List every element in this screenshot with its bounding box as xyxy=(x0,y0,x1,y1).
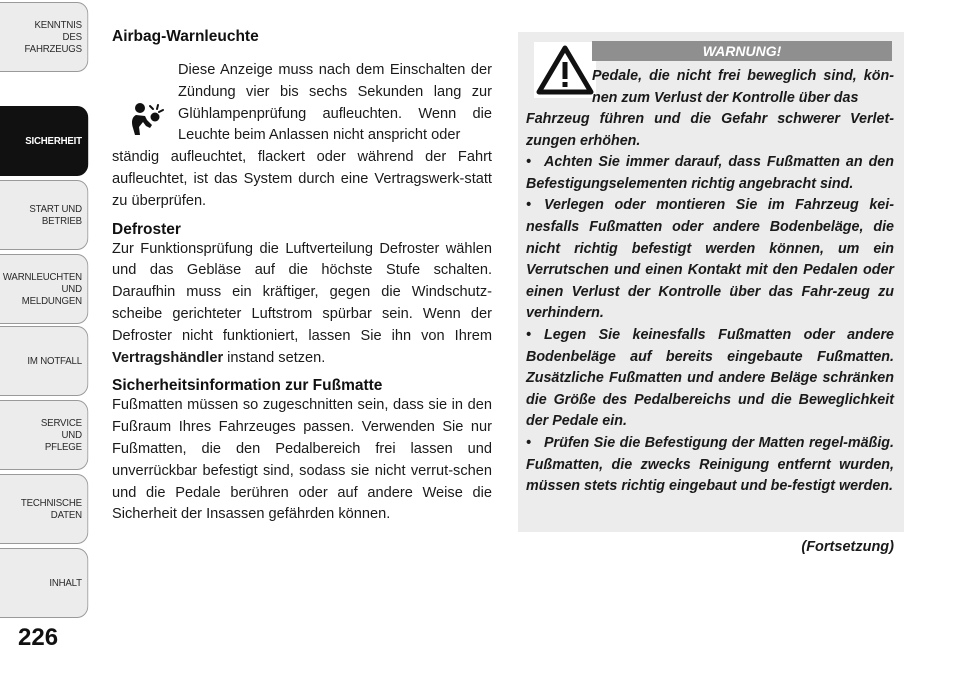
tab-label-line: MELDUNGEN xyxy=(21,295,82,307)
warning-bullet xyxy=(526,152,894,195)
warning-bullet-text: Prüfen Sie die Befestigung der Matten regel-mäßig. Fußmatten, die zwecks Reinigung entfernt wurden, müssen stets richtig eingebaut und be-festigt werden. xyxy=(526,434,894,495)
tab-label-line: START UND xyxy=(29,203,82,215)
warning-triangle-icon xyxy=(534,42,596,98)
tab-label-line: PFLEGE xyxy=(44,441,82,453)
tab-label-line: SERVICE xyxy=(40,417,82,429)
warning-box xyxy=(518,32,904,532)
warning-intro: Pedale, die nicht frei beweglich sind, kön-nen zum Verlust der Kontrolle über das xyxy=(592,68,894,106)
floor-mat-heading: Sicherheitsinformation zur Fußmatte xyxy=(112,377,383,395)
floor-mat-section xyxy=(112,377,492,526)
tab-label-line: WARNLEUCHTEN xyxy=(2,271,82,283)
defroster-body: Zur Funktionsprüfung die Luftverteilung Defroster wählen und das Gebläse auf die höchste Stufe schalten. Daraufhin muss ein kräftiger, gegen die Windschutz-scheibe gerichteter Luftstrom spürbar sein. Wenn der Defroster nicht funktioniert, lassen Sie ihn von Ihrem xyxy=(112,240,492,344)
page-number: 226 xyxy=(18,624,59,651)
bullet-mark: • xyxy=(526,326,532,343)
tab-label-line: TECHNISCHE xyxy=(20,497,82,509)
bullet-mark: • xyxy=(526,434,532,451)
tab-label-line: SICHERHEIT xyxy=(25,135,82,147)
tab-label-line: KENNTNIS xyxy=(34,19,82,31)
airbag-section xyxy=(112,60,492,213)
warning-body xyxy=(526,109,894,498)
warning-title: WARNUNG! xyxy=(592,41,892,61)
tab-im-notfall[interactable] xyxy=(0,326,88,396)
tab-kenntnis-des-fahrzeugs[interactable] xyxy=(0,2,88,72)
airbag-heading: Airbag-Warnleuchte xyxy=(112,28,259,45)
tab-label-line: DES xyxy=(62,31,82,43)
chapter-sidebar xyxy=(0,0,100,620)
warning-bullet-text: Legen Sie keinesfalls Fußmatten oder andere Bodenbeläge auf bereits eingebaute Fußmatten. Zusätzliche Fußmatten und andere Beläge schränken die Größe des Pedalbereichs und die Beweglichkeit der Pedale ein. xyxy=(526,326,894,430)
tab-label-line: DATEN xyxy=(50,509,82,521)
defroster-heading: Defroster xyxy=(112,220,181,238)
tab-label-line: UND xyxy=(61,429,82,441)
warning-bullet-text: Achten Sie immer darauf, dass Fußmatten an den Befestigungselementen richtig angebracht sind. xyxy=(526,154,894,192)
warning-bullet xyxy=(526,325,894,433)
airbag-warning-icon xyxy=(128,98,166,138)
warning-bullet xyxy=(526,195,894,325)
airbag-continued-text: ständig aufleuchtet, flackert oder während der Fahrt aufleuchtet, ist das System durch eine Vertragswerk-statt zu überprüfen. xyxy=(112,149,492,209)
floor-mat-text: Fußmatten müssen so zugeschnitten sein, dass sie in den Fußraum Ihres Fahrzeuges passen. Verwenden Sie nur Fußmatten, die den Pedalbereich frei lassen und unverrückbar befestigt sind, sodass sie nicht verrut-schen und die Pedale berühren oder auf andere Weise die Sicherheit der Insassen gefährden können. xyxy=(112,397,492,523)
tab-start-und-betrieb[interactable] xyxy=(0,180,88,250)
airbag-indented-text: Diese Anzeige muss nach dem Einschalten der Zündung vier bis sechs Sekunden lang zur Glühlampenprüfung aufleuchten. Wenn die Leuchte beim Anlassen nicht anspricht oder xyxy=(178,62,492,144)
tab-label-line: IM NOTFALL xyxy=(27,355,82,367)
tab-technische-daten[interactable] xyxy=(0,474,88,544)
tab-inhalt[interactable] xyxy=(0,548,88,618)
tab-label-line: UND xyxy=(61,283,82,295)
tab-warnleuchten-und-meldungen[interactable] xyxy=(0,254,88,324)
bullet-mark: • xyxy=(526,197,532,214)
continued-note: (Fortsetzung) xyxy=(801,539,894,555)
defroster-dealer: Vertragshändler xyxy=(112,349,224,366)
tab-label-line: INHALT xyxy=(49,577,82,589)
tab-label-line: FAHRZEUGS xyxy=(24,43,82,55)
defroster-section xyxy=(112,221,492,370)
tab-service-und-pflege[interactable] xyxy=(0,400,88,470)
defroster-text xyxy=(112,239,492,370)
left-column xyxy=(112,28,492,526)
warning-bullet-text: Verlegen oder montieren Sie im Fahrzeug kei-nesfalls Fußmatten oder andere Bodenbeläge, die nicht richtig befestigt werden können, um ein Verrutschen und einen Kontakt mit den Pedalen oder einen Verlust der Kontrolle über das Fahr-zeug zu verhindern. xyxy=(526,197,894,322)
warning-bullet xyxy=(526,433,894,498)
tab-sicherheit[interactable] xyxy=(0,106,88,176)
bullet-mark: • xyxy=(526,154,532,171)
tab-label-line: BETRIEB xyxy=(41,215,82,227)
defroster-end: instand setzen. xyxy=(223,349,326,366)
warning-intro-continued: Fahrzeug führen und die Gefahr schwerer Verlet-zungen erhöhen. xyxy=(526,111,894,149)
